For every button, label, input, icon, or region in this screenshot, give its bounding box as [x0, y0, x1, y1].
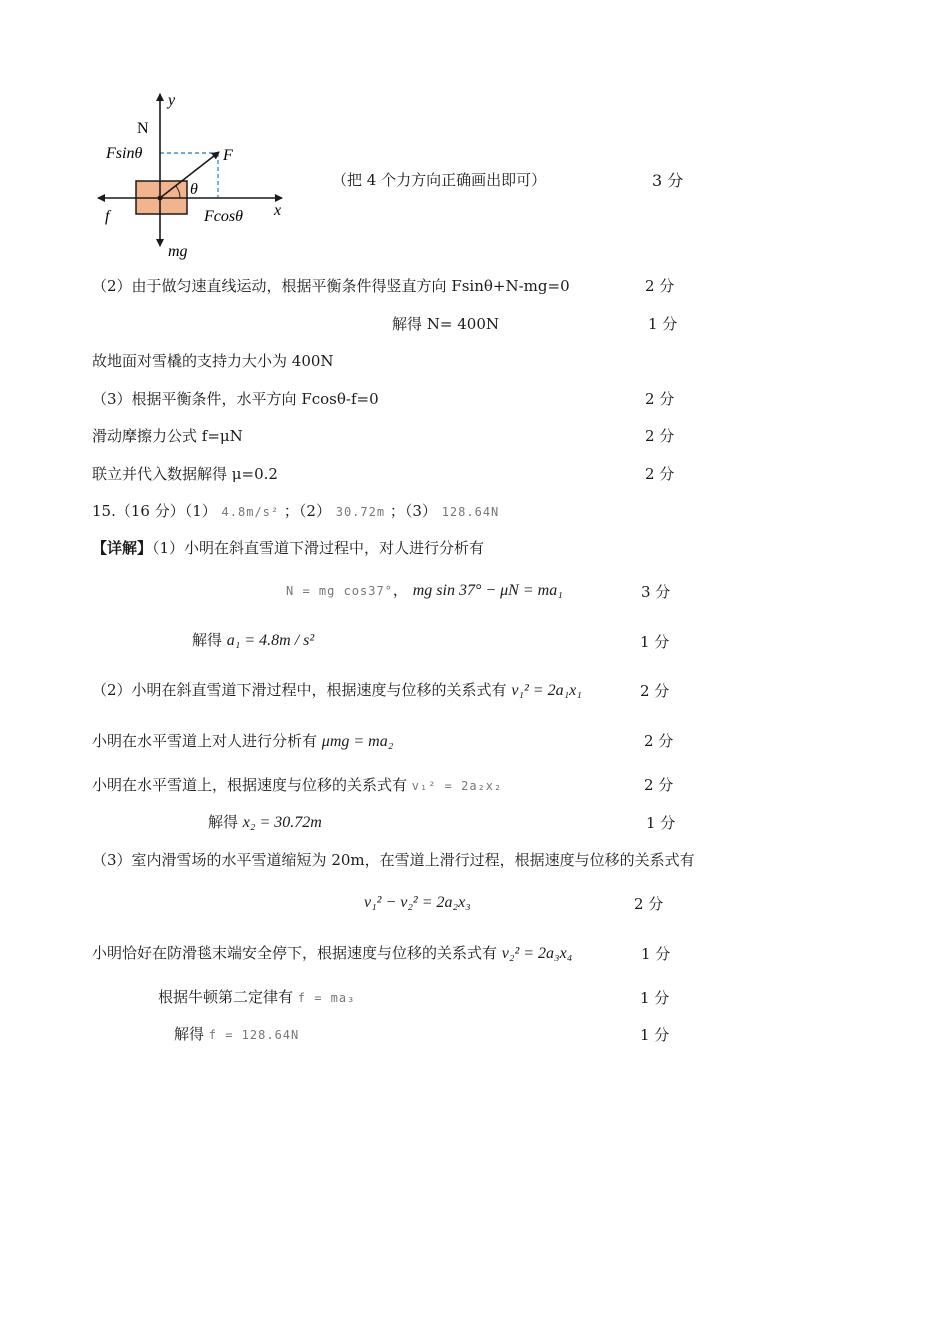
score: 3 分 [641, 583, 671, 601]
text-line [192, 630, 314, 651]
text-line: （3）室内滑雪场的水平雪道缩短为 20m，在雪道上滑行过程，根据速度与位移的关系式有 [92, 851, 695, 869]
answer-1: 4.8m/s² [221, 505, 280, 519]
question-15-label: 15.（16 分）（1） [92, 502, 217, 520]
question-15-answers [92, 501, 499, 522]
detail-heading [92, 538, 484, 558]
diagram-note: （把 4 个力方向正确画出即可） [332, 171, 547, 189]
force-diagram [90, 88, 300, 263]
text-line [92, 680, 582, 701]
label-Fcos: Fcosθ [204, 208, 243, 225]
text-line: 滑动摩擦力公式 f=μN [92, 427, 243, 445]
score: 2 分 [634, 895, 664, 913]
separator: ， [392, 581, 408, 599]
score: 3 分 [652, 171, 684, 190]
text: 解得 [192, 631, 227, 649]
text-line [92, 775, 502, 796]
text-line [174, 1024, 299, 1045]
label-mg: mg [168, 243, 188, 260]
text: 解得 [208, 813, 243, 831]
equation: f = ma₃ [297, 991, 356, 1005]
text-line: 解得 N= 400N [392, 315, 499, 333]
equation: v₂² = 2a₃x₄ [501, 945, 573, 962]
label-Fsin: Fsinθ [106, 145, 143, 162]
text-line [92, 731, 393, 752]
text-line: 联立并代入数据解得 μ=0.2 [92, 465, 278, 483]
label-f: f [105, 208, 110, 225]
text: （2）小明在斜直雪道下滑过程中，根据速度与位移的关系式有 [92, 681, 512, 699]
score: 1 分 [648, 315, 678, 333]
text-line [158, 987, 355, 1008]
equation: μmg = ma₂ [321, 733, 394, 750]
equation: f = 128.64N [208, 1028, 300, 1042]
text-line [92, 943, 572, 964]
equation: a₁ = 4.8m / s² [226, 632, 315, 649]
equation: mg sin 37° − μN = ma₁ [412, 582, 563, 599]
score: 1 分 [640, 1026, 670, 1044]
text-line: 故地面对雪橇的支持力大小为 400N [92, 352, 334, 370]
detail-text: （1）小明在斜直雪道下滑过程中，对人进行分析有 [152, 539, 485, 557]
text: 小明在水平雪道上，根据速度与位移的关系式有 [92, 776, 412, 794]
score: 1 分 [646, 814, 676, 832]
equation-line [286, 580, 563, 601]
detail-prefix: 【详解】 [92, 539, 153, 557]
text: 解得 [174, 1025, 209, 1043]
label-y: y [168, 92, 176, 109]
answer-3: 128.64N [441, 505, 500, 519]
origin-dot [158, 196, 163, 201]
score: 1 分 [640, 633, 670, 651]
equation: x₂ = 30.72m [242, 814, 322, 831]
answer-2: 30.72m [335, 505, 386, 519]
text-line: （3）根据平衡条件，水平方向 Fcosθ-f=0 [92, 390, 379, 408]
score: 2 分 [640, 682, 670, 700]
separator: ；（3） [389, 502, 437, 520]
equation: v₁² = 2a₁x₁ [511, 682, 582, 699]
score: 2 分 [645, 427, 675, 445]
text-line [208, 812, 322, 833]
separator: ；（2） [283, 502, 331, 520]
label-x: x [274, 202, 282, 219]
text: 根据牛顿第二定律有 [158, 988, 298, 1006]
score: 2 分 [645, 277, 675, 295]
score: 2 分 [645, 390, 675, 408]
score: 2 分 [644, 732, 674, 750]
score: 1 分 [640, 989, 670, 1007]
score: 2 分 [644, 776, 674, 794]
text: 小明在水平雪道上对人进行分析有 [92, 732, 322, 750]
equation: v₁² − v₂² = 2a₂x₃ [364, 894, 471, 911]
label-theta: θ [190, 181, 198, 198]
equation: N = mg cos37° [286, 584, 393, 598]
equation-line [364, 892, 471, 913]
score: 1 分 [641, 945, 671, 963]
label-N: N [137, 120, 149, 137]
label-F: F [223, 147, 233, 164]
text-line: （2）由于做匀速直线运动，根据平衡条件得竖直方向 Fsinθ+N-mg=0 [92, 277, 570, 295]
score: 2 分 [645, 465, 675, 483]
text: 小明恰好在防滑毯末端安全停下，根据速度与位移的关系式有 [92, 944, 502, 962]
equation: v₁² = 2a₂x₂ [411, 779, 503, 793]
